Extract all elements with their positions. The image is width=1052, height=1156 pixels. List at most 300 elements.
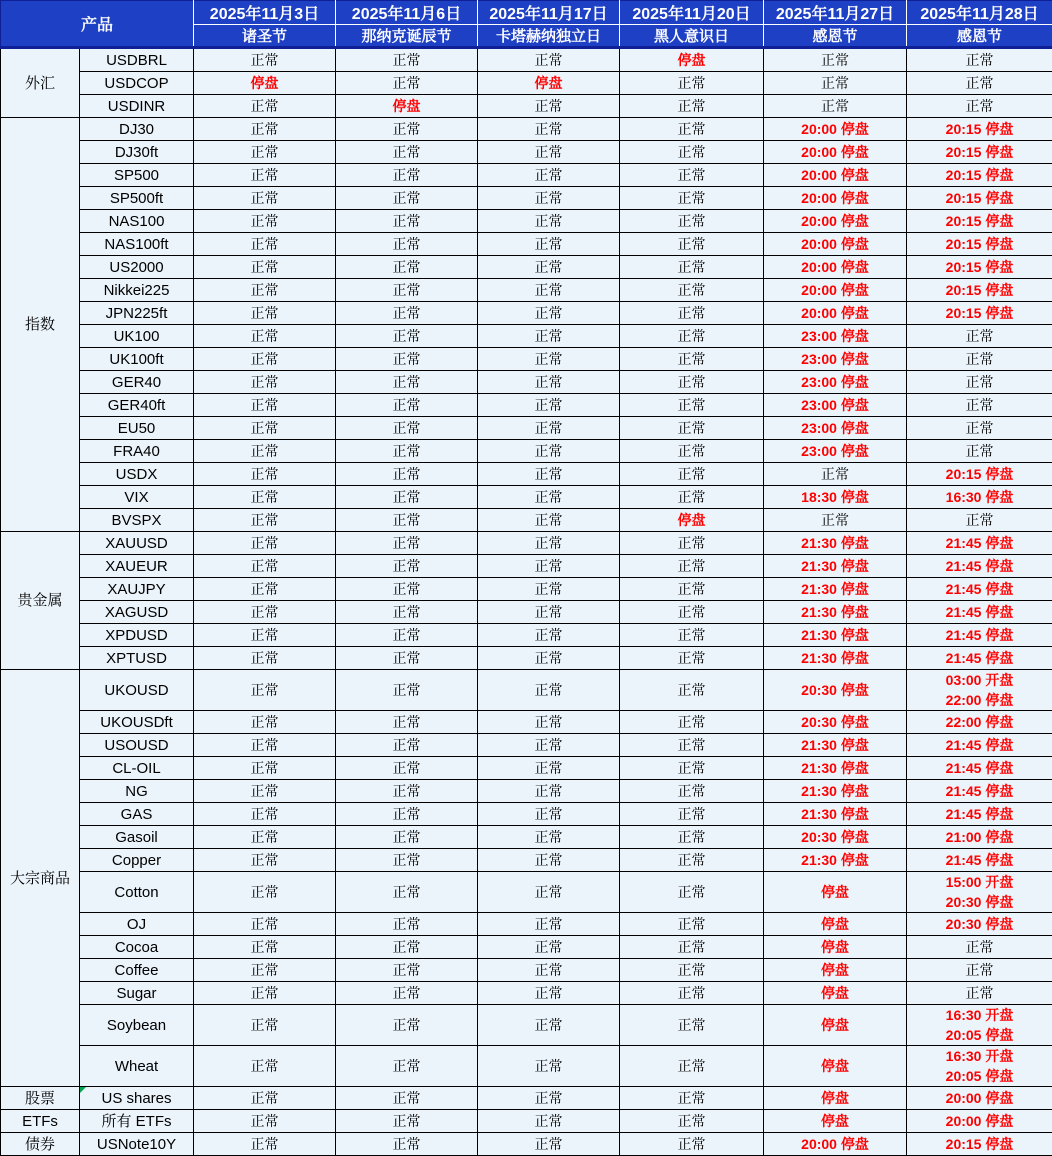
- status-cell: 18:30 停盘: [764, 486, 907, 509]
- status-cell: 正常: [478, 463, 620, 486]
- status-cell: 20:15 停盘: [907, 279, 1052, 302]
- status-cell: 正常: [620, 256, 764, 279]
- status-cell: 正常: [907, 48, 1052, 72]
- status-cell: 正常: [336, 959, 478, 982]
- status-cell: 21:45 停盘: [907, 803, 1052, 826]
- status-cell: 正常: [478, 509, 620, 532]
- product-name: XAUJPY: [107, 581, 165, 598]
- status-cell: 正常: [620, 394, 764, 417]
- status-cell: 23:00 停盘: [764, 417, 907, 440]
- status-cell: 正常: [336, 734, 478, 757]
- status-cell: 停盘: [764, 1046, 907, 1087]
- table-row: [1, 555, 1052, 578]
- product-cell: [80, 371, 194, 394]
- product-cell: [80, 532, 194, 555]
- status-cell: 正常: [620, 210, 764, 233]
- table-row: [1, 509, 1052, 532]
- table-row: [1, 141, 1052, 164]
- status-cell: 正常: [620, 1046, 764, 1087]
- status-cell: 停盘: [336, 95, 478, 118]
- status-cell: 20:15 停盘: [907, 118, 1052, 141]
- product-name: USDBRL: [106, 52, 167, 69]
- status-cell: 21:30 停盘: [764, 647, 907, 670]
- status-cell: [907, 872, 1052, 913]
- product-cell: [80, 913, 194, 936]
- status-cell: 21:45 停盘: [907, 647, 1052, 670]
- table-row: [1, 601, 1052, 624]
- product-cell: [80, 95, 194, 118]
- status-cell: 20:00 停盘: [764, 233, 907, 256]
- status-cell: 23:00 停盘: [764, 394, 907, 417]
- status-cell: 正常: [336, 1005, 478, 1046]
- product-name: NG: [125, 783, 148, 800]
- table-row: [1, 1005, 1052, 1046]
- status-cell: 正常: [620, 1005, 764, 1046]
- status-cell: 正常: [478, 734, 620, 757]
- status-cell: 21:45 停盘: [907, 757, 1052, 780]
- status-cell: 正常: [764, 509, 907, 532]
- table-row: [1, 849, 1052, 872]
- product-cell: [80, 348, 194, 371]
- status-cell: 20:00 停盘: [764, 118, 907, 141]
- status-cell: 21:45 停盘: [907, 849, 1052, 872]
- status-cell: 正常: [478, 849, 620, 872]
- status-cell: 20:00 停盘: [764, 302, 907, 325]
- status-cell: 正常: [194, 48, 336, 72]
- status-cell: 正常: [907, 371, 1052, 394]
- product-cell: [80, 670, 194, 711]
- product-name: Coffee: [115, 962, 159, 979]
- status-cell: 正常: [620, 279, 764, 302]
- status-cell: 正常: [620, 872, 764, 913]
- status-cell: 停盘: [194, 72, 336, 95]
- status-cell: 正常: [194, 279, 336, 302]
- status-cell: 正常: [478, 913, 620, 936]
- status-cell: 正常: [194, 141, 336, 164]
- table-row: [1, 624, 1052, 647]
- status-cell: 正常: [194, 486, 336, 509]
- status-cell: 正常: [336, 256, 478, 279]
- status-cell: 正常: [620, 371, 764, 394]
- status-cell: 20:15 停盘: [907, 463, 1052, 486]
- product-name: XPTUSD: [106, 650, 167, 667]
- product-column-header: 产品: [1, 1, 194, 48]
- status-cell: 停盘: [620, 509, 764, 532]
- status-cell: 正常: [478, 532, 620, 555]
- status-cell: 正常: [336, 982, 478, 1005]
- product-cell: [80, 555, 194, 578]
- table-row: [1, 959, 1052, 982]
- status-cell: 停盘: [764, 936, 907, 959]
- status-cell: 正常: [194, 1087, 336, 1110]
- status-cell: 正常: [478, 1133, 620, 1156]
- product-name: UKOUSDft: [100, 714, 173, 731]
- status-cell: 正常: [620, 578, 764, 601]
- status-cell: 正常: [194, 1133, 336, 1156]
- table-row: [1, 394, 1052, 417]
- status-cell: 正常: [194, 982, 336, 1005]
- header-holiday-cell: 那纳克诞辰节: [336, 25, 478, 48]
- status-cell: 正常: [478, 187, 620, 210]
- status-cell: 正常: [620, 757, 764, 780]
- status-cell: 21:45 停盘: [907, 532, 1052, 555]
- table-row: [1, 982, 1052, 1005]
- status-cell: 正常: [194, 780, 336, 803]
- status-cell: 21:45 停盘: [907, 601, 1052, 624]
- status-cell: 正常: [478, 118, 620, 141]
- table-row: [1, 1133, 1052, 1156]
- status-cell: 正常: [194, 440, 336, 463]
- status-cell: 正常: [764, 463, 907, 486]
- status-cell: 20:00 停盘: [764, 279, 907, 302]
- status-cell: 正常: [907, 959, 1052, 982]
- status-cell: 20:15 停盘: [907, 187, 1052, 210]
- table-row: [1, 233, 1052, 256]
- status-cell: 正常: [336, 555, 478, 578]
- status-cell: 正常: [907, 394, 1052, 417]
- status-cell: 正常: [907, 95, 1052, 118]
- table-row: [1, 48, 1052, 72]
- status-cell: 正常: [620, 95, 764, 118]
- product-name: Nikkei225: [104, 282, 170, 299]
- status-cell: 正常: [907, 325, 1052, 348]
- header-holiday-cell: 感恩节: [907, 25, 1052, 48]
- status-cell: 停盘: [764, 913, 907, 936]
- status-cell: 正常: [478, 555, 620, 578]
- status-cell: 正常: [194, 913, 336, 936]
- product-name: 所有 ETFs: [102, 1113, 172, 1130]
- status-cell: 正常: [194, 936, 336, 959]
- product-cell: [80, 509, 194, 532]
- status-cell: 正常: [336, 601, 478, 624]
- status-cell: 正常: [478, 302, 620, 325]
- status-cell: 正常: [620, 1087, 764, 1110]
- status-cell: 正常: [620, 711, 764, 734]
- product-name: GAS: [121, 806, 153, 823]
- status-cell: 正常: [336, 670, 478, 711]
- status-cell: 正常: [620, 72, 764, 95]
- status-cell: 正常: [478, 757, 620, 780]
- status-cell: 正常: [336, 463, 478, 486]
- category-cell: ETFs: [1, 1110, 80, 1133]
- status-cell: 正常: [194, 233, 336, 256]
- status-cell: 正常: [336, 279, 478, 302]
- product-cell: [80, 757, 194, 780]
- header-holiday-cell: 感恩节: [764, 25, 907, 48]
- product-cell: [80, 849, 194, 872]
- product-name: USDCOP: [104, 75, 168, 92]
- status-cell: 正常: [478, 959, 620, 982]
- category-cell: 贵金属: [1, 532, 80, 670]
- status-cell: 21:30 停盘: [764, 578, 907, 601]
- product-name: USNote10Y: [97, 1136, 176, 1153]
- table-row: [1, 670, 1052, 711]
- status-cell: 正常: [194, 601, 336, 624]
- product-name: BVSPX: [111, 512, 161, 529]
- status-cell: 正常: [478, 417, 620, 440]
- status-cell: 正常: [336, 826, 478, 849]
- status-cell: 正常: [764, 72, 907, 95]
- status-cell: 20:00 停盘: [764, 164, 907, 187]
- product-cell: [80, 279, 194, 302]
- product-name: VIX: [124, 489, 148, 506]
- status-cell: 20:30 停盘: [764, 711, 907, 734]
- status-line: 20:30 停盘: [907, 892, 1052, 912]
- status-cell: 正常: [336, 1087, 478, 1110]
- status-cell: 正常: [620, 302, 764, 325]
- status-cell: [907, 670, 1052, 711]
- status-cell: 正常: [336, 509, 478, 532]
- status-cell: 正常: [194, 509, 336, 532]
- status-cell: 正常: [336, 440, 478, 463]
- status-cell: 正常: [478, 1087, 620, 1110]
- status-cell: 21:30 停盘: [764, 849, 907, 872]
- status-cell: 20:00 停盘: [764, 256, 907, 279]
- status-cell: 正常: [620, 624, 764, 647]
- status-line: 03:00 开盘: [907, 670, 1052, 690]
- product-name: EU50: [118, 420, 156, 437]
- status-cell: 停盘: [764, 959, 907, 982]
- product-cell: [80, 463, 194, 486]
- status-cell: 正常: [336, 348, 478, 371]
- product-cell: [80, 1110, 194, 1133]
- status-cell: 正常: [620, 913, 764, 936]
- status-cell: 21:30 停盘: [764, 734, 907, 757]
- header-holiday-cell: 诸圣节: [194, 25, 336, 48]
- status-cell: 正常: [478, 48, 620, 72]
- status-cell: 正常: [620, 187, 764, 210]
- status-cell: 正常: [194, 210, 336, 233]
- status-cell: 停盘: [764, 1110, 907, 1133]
- table-row: [1, 647, 1052, 670]
- table-row: [1, 780, 1052, 803]
- status-cell: 正常: [194, 624, 336, 647]
- category-cell: 股票: [1, 1087, 80, 1110]
- status-cell: 正常: [194, 578, 336, 601]
- status-cell: 正常: [620, 670, 764, 711]
- table-row: [1, 578, 1052, 601]
- status-cell: 正常: [478, 1005, 620, 1046]
- status-cell: 正常: [336, 936, 478, 959]
- status-cell: 正常: [907, 417, 1052, 440]
- status-cell: 正常: [907, 440, 1052, 463]
- cell-note-marker-icon: [80, 1087, 86, 1093]
- status-cell: 正常: [336, 187, 478, 210]
- status-cell: 正常: [620, 780, 764, 803]
- status-cell: 正常: [478, 1110, 620, 1133]
- status-cell: 正常: [336, 532, 478, 555]
- status-line: 20:05 停盘: [907, 1066, 1052, 1086]
- status-cell: 正常: [478, 647, 620, 670]
- status-cell: 正常: [194, 325, 336, 348]
- status-cell: 正常: [336, 118, 478, 141]
- status-cell: 20:00 停盘: [907, 1110, 1052, 1133]
- status-cell: 正常: [478, 601, 620, 624]
- header-date-cell: 2025年11月17日: [478, 1, 620, 25]
- status-cell: 正常: [620, 463, 764, 486]
- status-cell: 正常: [620, 803, 764, 826]
- product-name: XAUEUR: [105, 558, 168, 575]
- status-cell: 20:00 停盘: [907, 1087, 1052, 1110]
- status-cell: 正常: [478, 164, 620, 187]
- product-name: Sugar: [116, 985, 156, 1002]
- status-line: 15:00 开盘: [907, 872, 1052, 892]
- status-line: 20:05 停盘: [907, 1025, 1052, 1045]
- status-cell: 正常: [620, 959, 764, 982]
- status-cell: 正常: [907, 72, 1052, 95]
- status-cell: 20:00 停盘: [764, 210, 907, 233]
- product-cell: [80, 48, 194, 72]
- status-cell: 正常: [336, 757, 478, 780]
- status-cell: 20:00 停盘: [764, 187, 907, 210]
- status-cell: 21:30 停盘: [764, 601, 907, 624]
- status-cell: 正常: [194, 1110, 336, 1133]
- product-name: NAS100: [109, 213, 165, 230]
- table-row: [1, 1110, 1052, 1133]
- status-cell: 20:15 停盘: [907, 1133, 1052, 1156]
- status-cell: 正常: [336, 486, 478, 509]
- status-cell: 正常: [620, 1110, 764, 1133]
- product-cell: [80, 72, 194, 95]
- product-cell: [80, 302, 194, 325]
- table-row: [1, 302, 1052, 325]
- status-cell: 正常: [194, 734, 336, 757]
- table-row: [1, 164, 1052, 187]
- table-row: [1, 532, 1052, 555]
- product-cell: [80, 118, 194, 141]
- product-cell: [80, 734, 194, 757]
- status-cell: 正常: [336, 417, 478, 440]
- status-cell: 16:30 停盘: [907, 486, 1052, 509]
- status-cell: 正常: [620, 348, 764, 371]
- product-name: USDINR: [108, 98, 166, 115]
- status-cell: 正常: [478, 348, 620, 371]
- status-cell: 21:30 停盘: [764, 757, 907, 780]
- status-cell: 正常: [336, 233, 478, 256]
- status-cell: 正常: [194, 417, 336, 440]
- status-cell: 21:30 停盘: [764, 555, 907, 578]
- status-cell: 正常: [194, 348, 336, 371]
- status-cell: 20:15 停盘: [907, 256, 1052, 279]
- status-cell: 23:00 停盘: [764, 325, 907, 348]
- table-row: [1, 118, 1052, 141]
- status-cell: 停盘: [478, 72, 620, 95]
- status-cell: 21:30 停盘: [764, 803, 907, 826]
- status-cell: 正常: [478, 936, 620, 959]
- header-date-cell: 2025年11月6日: [336, 1, 478, 25]
- status-cell: 20:30 停盘: [907, 913, 1052, 936]
- table-row: [1, 757, 1052, 780]
- status-cell: 正常: [478, 95, 620, 118]
- status-cell: 正常: [336, 1046, 478, 1087]
- status-cell: 正常: [620, 417, 764, 440]
- product-name: DJ30ft: [115, 144, 158, 161]
- table-row: [1, 936, 1052, 959]
- product-cell: [80, 1005, 194, 1046]
- status-cell: 正常: [478, 711, 620, 734]
- status-cell: 正常: [478, 279, 620, 302]
- status-cell: 正常: [194, 164, 336, 187]
- status-cell: 正常: [336, 780, 478, 803]
- status-cell: 正常: [336, 48, 478, 72]
- product-name: SP500: [114, 167, 159, 184]
- table-row: [1, 826, 1052, 849]
- product-cell: [80, 164, 194, 187]
- status-cell: 正常: [336, 1110, 478, 1133]
- category-cell: 大宗商品: [1, 670, 80, 1087]
- status-cell: 正常: [478, 394, 620, 417]
- table-row: [1, 187, 1052, 210]
- product-cell: [80, 624, 194, 647]
- product-cell: [80, 647, 194, 670]
- status-cell: 21:30 停盘: [764, 780, 907, 803]
- status-cell: 正常: [478, 982, 620, 1005]
- status-cell: 正常: [194, 647, 336, 670]
- status-cell: 正常: [478, 670, 620, 711]
- status-cell: 正常: [194, 959, 336, 982]
- status-cell: 停盘: [764, 982, 907, 1005]
- header-date-row: [1, 1, 1052, 25]
- status-cell: 正常: [194, 463, 336, 486]
- product-cell: [80, 325, 194, 348]
- status-cell: 20:30 停盘: [764, 826, 907, 849]
- status-cell: 20:15 停盘: [907, 210, 1052, 233]
- product-name: XAUUSD: [105, 535, 168, 552]
- product-name: UK100ft: [109, 351, 163, 368]
- status-cell: 21:45 停盘: [907, 555, 1052, 578]
- product-cell: [80, 780, 194, 803]
- status-cell: 正常: [194, 256, 336, 279]
- status-cell: 正常: [336, 325, 478, 348]
- product-cell: [80, 187, 194, 210]
- product-name: USOUSD: [104, 737, 168, 754]
- status-cell: 正常: [478, 486, 620, 509]
- status-cell: 正常: [336, 1133, 478, 1156]
- product-name: Gasoil: [115, 829, 158, 846]
- status-cell: 正常: [336, 371, 478, 394]
- table-row: [1, 1046, 1052, 1087]
- status-cell: 20:15 停盘: [907, 164, 1052, 187]
- table-row: [1, 72, 1052, 95]
- table-row: [1, 417, 1052, 440]
- status-cell: [907, 1046, 1052, 1087]
- status-cell: 21:45 停盘: [907, 624, 1052, 647]
- status-cell: 停盘: [764, 872, 907, 913]
- header-holiday-cell: 卡塔赫纳独立日: [478, 25, 620, 48]
- status-cell: 正常: [336, 849, 478, 872]
- product-cell: [80, 141, 194, 164]
- table-row: [1, 803, 1052, 826]
- status-cell: 正常: [336, 141, 478, 164]
- status-cell: 正常: [478, 256, 620, 279]
- status-cell: 正常: [478, 325, 620, 348]
- status-cell: 正常: [194, 757, 336, 780]
- status-cell: 正常: [620, 734, 764, 757]
- table-row: [1, 1087, 1052, 1110]
- status-cell: 正常: [620, 164, 764, 187]
- status-cell: 正常: [620, 826, 764, 849]
- status-line: 16:30 开盘: [907, 1046, 1052, 1066]
- product-cell: [80, 711, 194, 734]
- product-cell: [80, 601, 194, 624]
- status-cell: 正常: [764, 95, 907, 118]
- status-cell: 正常: [620, 555, 764, 578]
- product-cell: [80, 256, 194, 279]
- status-cell: 20:00 停盘: [764, 1133, 907, 1156]
- header-date-cell: 2025年11月28日: [907, 1, 1052, 25]
- product-cell: [80, 417, 194, 440]
- status-cell: 正常: [620, 486, 764, 509]
